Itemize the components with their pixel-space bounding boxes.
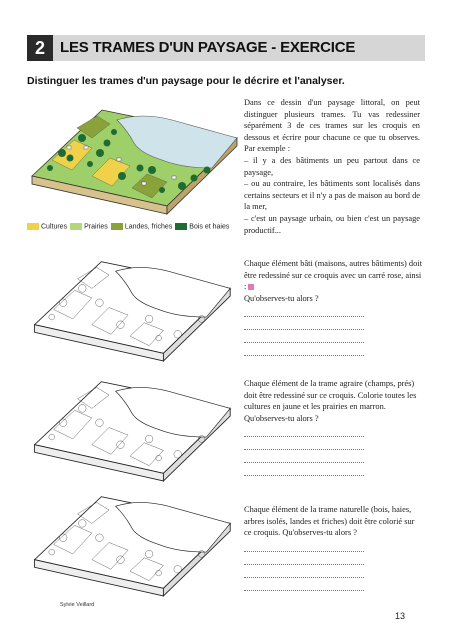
answer-line[interactable] xyxy=(244,330,364,343)
answer-line[interactable] xyxy=(244,565,364,578)
legend-item-landes: Landes, friches xyxy=(111,223,172,230)
exercise-question: Qu'observes-tu alors ? xyxy=(244,293,319,303)
answer-line[interactable] xyxy=(244,450,364,463)
exercise-instruction: Chaque élément de la trame naturelle (bois, haies, arbres isolés, landes et friches) doit être colorié sur ce croquis. Qu'observes-tu alors ? xyxy=(244,505,415,538)
outline-sketch-agrarian xyxy=(25,370,235,485)
intro-paragraph: Dans ce dessin d'un paysage littoral, on peut distinguer plusieurs trames. Tu vas redessiner séparément 3 de ces trames sur les croquis en dessous et écrire pour chacune ce que tu observes. Par exemple : xyxy=(244,98,420,154)
answer-line[interactable] xyxy=(244,343,364,356)
intro-bullet: – il y a des bâtiments un peu partout dans ce paysage, xyxy=(244,155,420,177)
legend-item-prairies: Prairies xyxy=(70,223,108,230)
exercise-natural xyxy=(244,504,422,591)
exercise-subtitle: Distinguer les trames d'un paysage pour le décrire et l'analyser. xyxy=(27,75,345,87)
answer-line[interactable] xyxy=(244,424,364,437)
answer-line[interactable] xyxy=(244,463,364,476)
intro-bullet: – c'est un paysage urbain, ou bien c'est un paysage productif... xyxy=(244,213,420,235)
answer-line[interactable] xyxy=(244,437,364,450)
legend-swatch xyxy=(111,223,123,230)
page-number: 13 xyxy=(395,611,406,621)
answer-line[interactable] xyxy=(244,578,364,591)
legend-item-bois: Bois et haies xyxy=(175,223,229,230)
intro-text xyxy=(244,97,420,236)
colored-landscape-illustration xyxy=(22,98,242,218)
answer-line[interactable] xyxy=(244,304,364,317)
map-legend xyxy=(27,223,229,230)
illustration-credit: Sylvie Veillard xyxy=(60,602,95,608)
outline-sketch-built xyxy=(25,250,235,365)
legend-swatch xyxy=(70,223,82,230)
intro-bullet: – ou au contraire, les bâtiments sont localisés dans certains secteurs et il n'y a pas de maison au bord de la mer, xyxy=(244,179,420,212)
section-number: 2 xyxy=(27,35,53,61)
exercise-built xyxy=(244,258,422,356)
pink-square-marker xyxy=(248,284,254,290)
legend-swatch xyxy=(175,223,187,230)
answer-line[interactable] xyxy=(244,539,364,552)
exercise-agrarian xyxy=(244,378,422,476)
exercise-instruction: Chaque élément de la trame agraire (champs, prés) doit être redessiné sur ce croquis. Colorie toutes les cultures en jaune et les prairies en marron. Qu'observes-tu alors ? xyxy=(244,379,417,423)
answer-line[interactable] xyxy=(244,317,364,330)
answer-line[interactable] xyxy=(244,552,364,565)
legend-swatch xyxy=(27,223,39,230)
legend-item-cultures: Cultures xyxy=(27,223,67,230)
exercise-instruction: Chaque élément bâti (maisons, autres bâtiments) doit être redessiné sur ce croquis avec un carré rose, ainsi : xyxy=(244,259,422,292)
page-title: LES TRAMES D'UN PAYSAGE - EXERCICE xyxy=(60,39,356,56)
outline-sketch-natural xyxy=(25,485,235,600)
